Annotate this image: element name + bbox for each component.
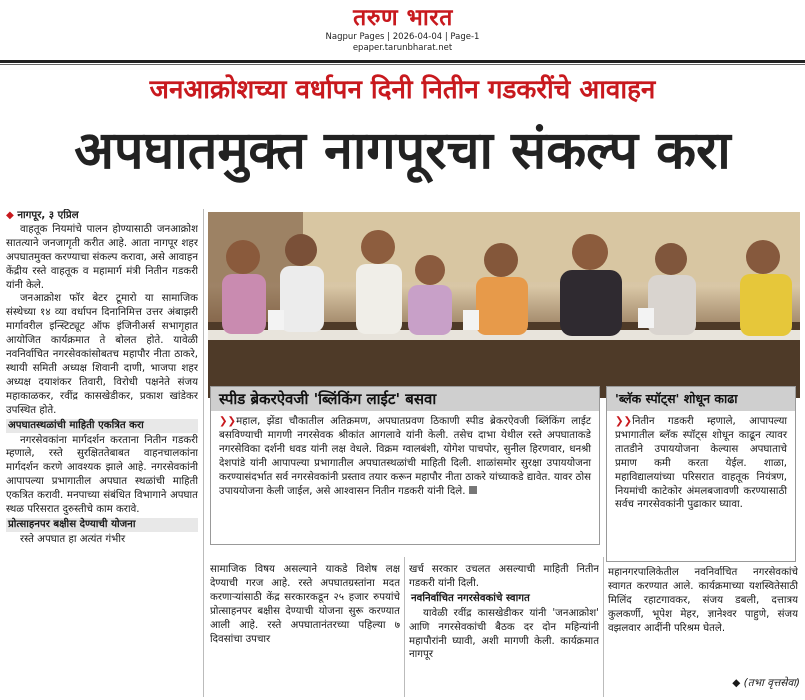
article-column-1 [6, 209, 198, 697]
edition-line: Nagpur Pages | 2026-04-04 | Page-1 [325, 32, 480, 42]
box-title: 'ब्लॅक स्पॉट्स' शोधून काढा [607, 387, 795, 411]
main-headline: अपघातमुक्त नागपूरचा संकल्प करा [74, 121, 731, 181]
sidebar-box-speed-breaker [210, 386, 600, 545]
news-credit: ◆ (तभा वृत्तसेवा) [732, 677, 800, 689]
sidebar-box-black-spots [606, 386, 796, 562]
edition-meta [300, 32, 505, 54]
double-arrow-icon: ❯❯ [615, 416, 633, 427]
photo-illustration [208, 212, 800, 398]
masthead-rule [0, 60, 805, 63]
kicker-headline: जनआक्रोशच्या वर्धापन दिनी नितीन गडकरींचे आवाहन [149, 75, 656, 105]
paragraph: जनआक्रोश फॉर बेटर टूमारो या सामाजिक संस्थेच्या १४ व्या वर्धापन दिनानिमित्त उत्तर अंबाझरी मार्गावरील इन्स्टिट्यूट ऑफ इंजिनीअर्स सभागृहात आयोजित कार्यक्रमात ते बोलत होते. यावेळी नवनिर्वाचित नगरसेवकांसोबतच महापौर नीता ठाकरे, स्थायी समिती अध्यक्ष शिवानी दाणी, भाजपा शहर अध्यक्ष दयाशंकर तिवारी, विरोधी पक्षनेते संजय महाकाळकर, रवींद्र कासखेडीकर, प्रकाश खांडेकर उपस्थित होते. [6, 293, 198, 416]
box-body: ❯❯महाल, झेंडा चौकातील अतिक्रमण, अपघातप्रवण ठिकाणी स्पीड ब्रेकरऐवजी ब्लिंकिंग लाईट बसविण्याची मागणी नगरसेवक श्रीकांत आगलावे यांनी केली. तसेच दाभा येथील रस्ते अपघाताकडे नगरसेविका दर्शनी धवड यांनी लक्ष वेधले. विक्रम ग्वालबंशी, योगेश पाचपोर, सुनील हिरणवार, धनश्री देशपांडे यांनी आपापल्या प्रभागातील अपघातस्थळांची माहिती दिली. शाळांसमोर सुरक्षा उपाययोजना करण्यासंदर्भात सर्व नगरसेवकांनी प्रस्ताव तयार करून महापौर नीता ठाकरे यांच्याकडे द्यावेत. यावर ठोस उपाययोजना केली जाईल, असे आश्वासन नितीन गडकरी यांनी दिले. [219, 416, 591, 497]
paragraph: महानगरपालिकेतील नवनिर्वाचित नगरसेवकांचे स्वागत करण्यात आले. कार्यक्रमाच्या यशस्वितेसाठी मिलिंद रहाटगावकर, संजय डबली, दत्तात्रय कुलकर्णी, भूपेश मेहर, ज्ञानेश्वर पाहुणे, संजय वझलवार आदींनी परिश्रम घेतले. [608, 567, 798, 634]
column-divider [603, 557, 604, 697]
subheading: नवनिर्वाचित नगरसेवकांचे स्वागत [411, 592, 530, 604]
subheading: अपघातस्थळांची माहिती एकत्रित करा [6, 419, 198, 433]
paragraph: रस्ते अपघात हा अत्यंत गंभीर [20, 533, 126, 545]
box-title: स्पीड ब्रेकरऐवजी 'ब्लिंकिंग लाईट' बसवा [211, 387, 599, 411]
column-divider [404, 557, 405, 697]
column-divider [203, 209, 204, 697]
subheading: प्रोत्साहनपर बक्षीस देण्याची योजना [6, 518, 198, 532]
paragraph: वाहतूक नियमांचे पालन होण्यासाठी जनआक्रोश सातत्याने जनजागृती करीत आहे. आता नागपूर शहर अपघातमुक्त करण्याचा संकल्प करावा, असे आवाहन केंद्रीय रस्ते वाहतूक व महामार्ग मंत्री नितीन गडकरी यांनी केले. [6, 223, 198, 291]
logo-text: तरुण भारत [353, 5, 453, 31]
epaper-url[interactable]: epaper.tarunbharat.net [352, 43, 453, 53]
paragraph: खर्च सरकार उचलत असल्याची माहिती नितीन गडकरी यांनी दिली. [409, 564, 599, 589]
paragraph: यावेळी रवींद्र कासखेडीकर यांनी 'जनआक्रोश' आणि नगरसेवकांची बैठक दर दोन महिन्यांनी महापौरांनी घ्यावी, अशी मागणी केली. कार्यक्रमात नागपूर [409, 607, 599, 661]
article-column-2 [210, 563, 400, 699]
end-square-icon [469, 486, 477, 494]
box-body: ❯❯नितीन गडकरी म्हणाले, आपापल्या प्रभागातील ब्लॅक स्पॉट्स शोधून काढून त्यावर तातडीने उपाययोजना केल्यास अपघाताचे प्रमाण कमी करता येईल. शाळा, महाविद्यालयांच्या परिसरात वाहतूक नियंत्रण, नियमांची काटेकोर अंमलबजावणी करण्यासाठी सर्वच नगरसेवकांनी पुढाकार घ्यावा. [615, 416, 787, 511]
newspaper-logo [322, 4, 484, 32]
dateline: ◆ नागपूर, ३ एप्रिल [6, 210, 79, 221]
event-photo [208, 212, 800, 398]
article-column-3 [409, 563, 599, 699]
paragraph: सामाजिक विषय असल्याने याकडे विशेष लक्ष देण्याची गरज आहे. रस्ते अपघातग्रस्तांना मदत करणाऱ्यांसाठी केंद्र सरकारकडून २५ हजार रुपयांचे प्रोत्साहनपर बक्षीस देण्याची योजना सुरू करण्यात आली आहे. रस्ते अपघातानंतरच्या पहिल्या ७ दिवसांचा उपचार [210, 564, 400, 645]
masthead-rule-thin [0, 64, 805, 65]
double-arrow-icon: ❯❯ [219, 416, 237, 427]
article-column-4 [608, 566, 798, 676]
paragraph: नगरसेवकांना मार्गदर्शन करताना नितीन गडकरी म्हणाले, रस्ते सुरक्षिततेबाबत वाहनचालकांना मार्गदर्शन करणे आवश्यक झाले आहे. नगरसेवकांनी आपापल्या प्रभागातील अपघात स्थळांची माहिती एकत्रित करावी. मनपाच्या संबंधित विभागाने अपघात स्थळ परिसरात दुरुस्तीचे काम करावे. [6, 434, 198, 516]
